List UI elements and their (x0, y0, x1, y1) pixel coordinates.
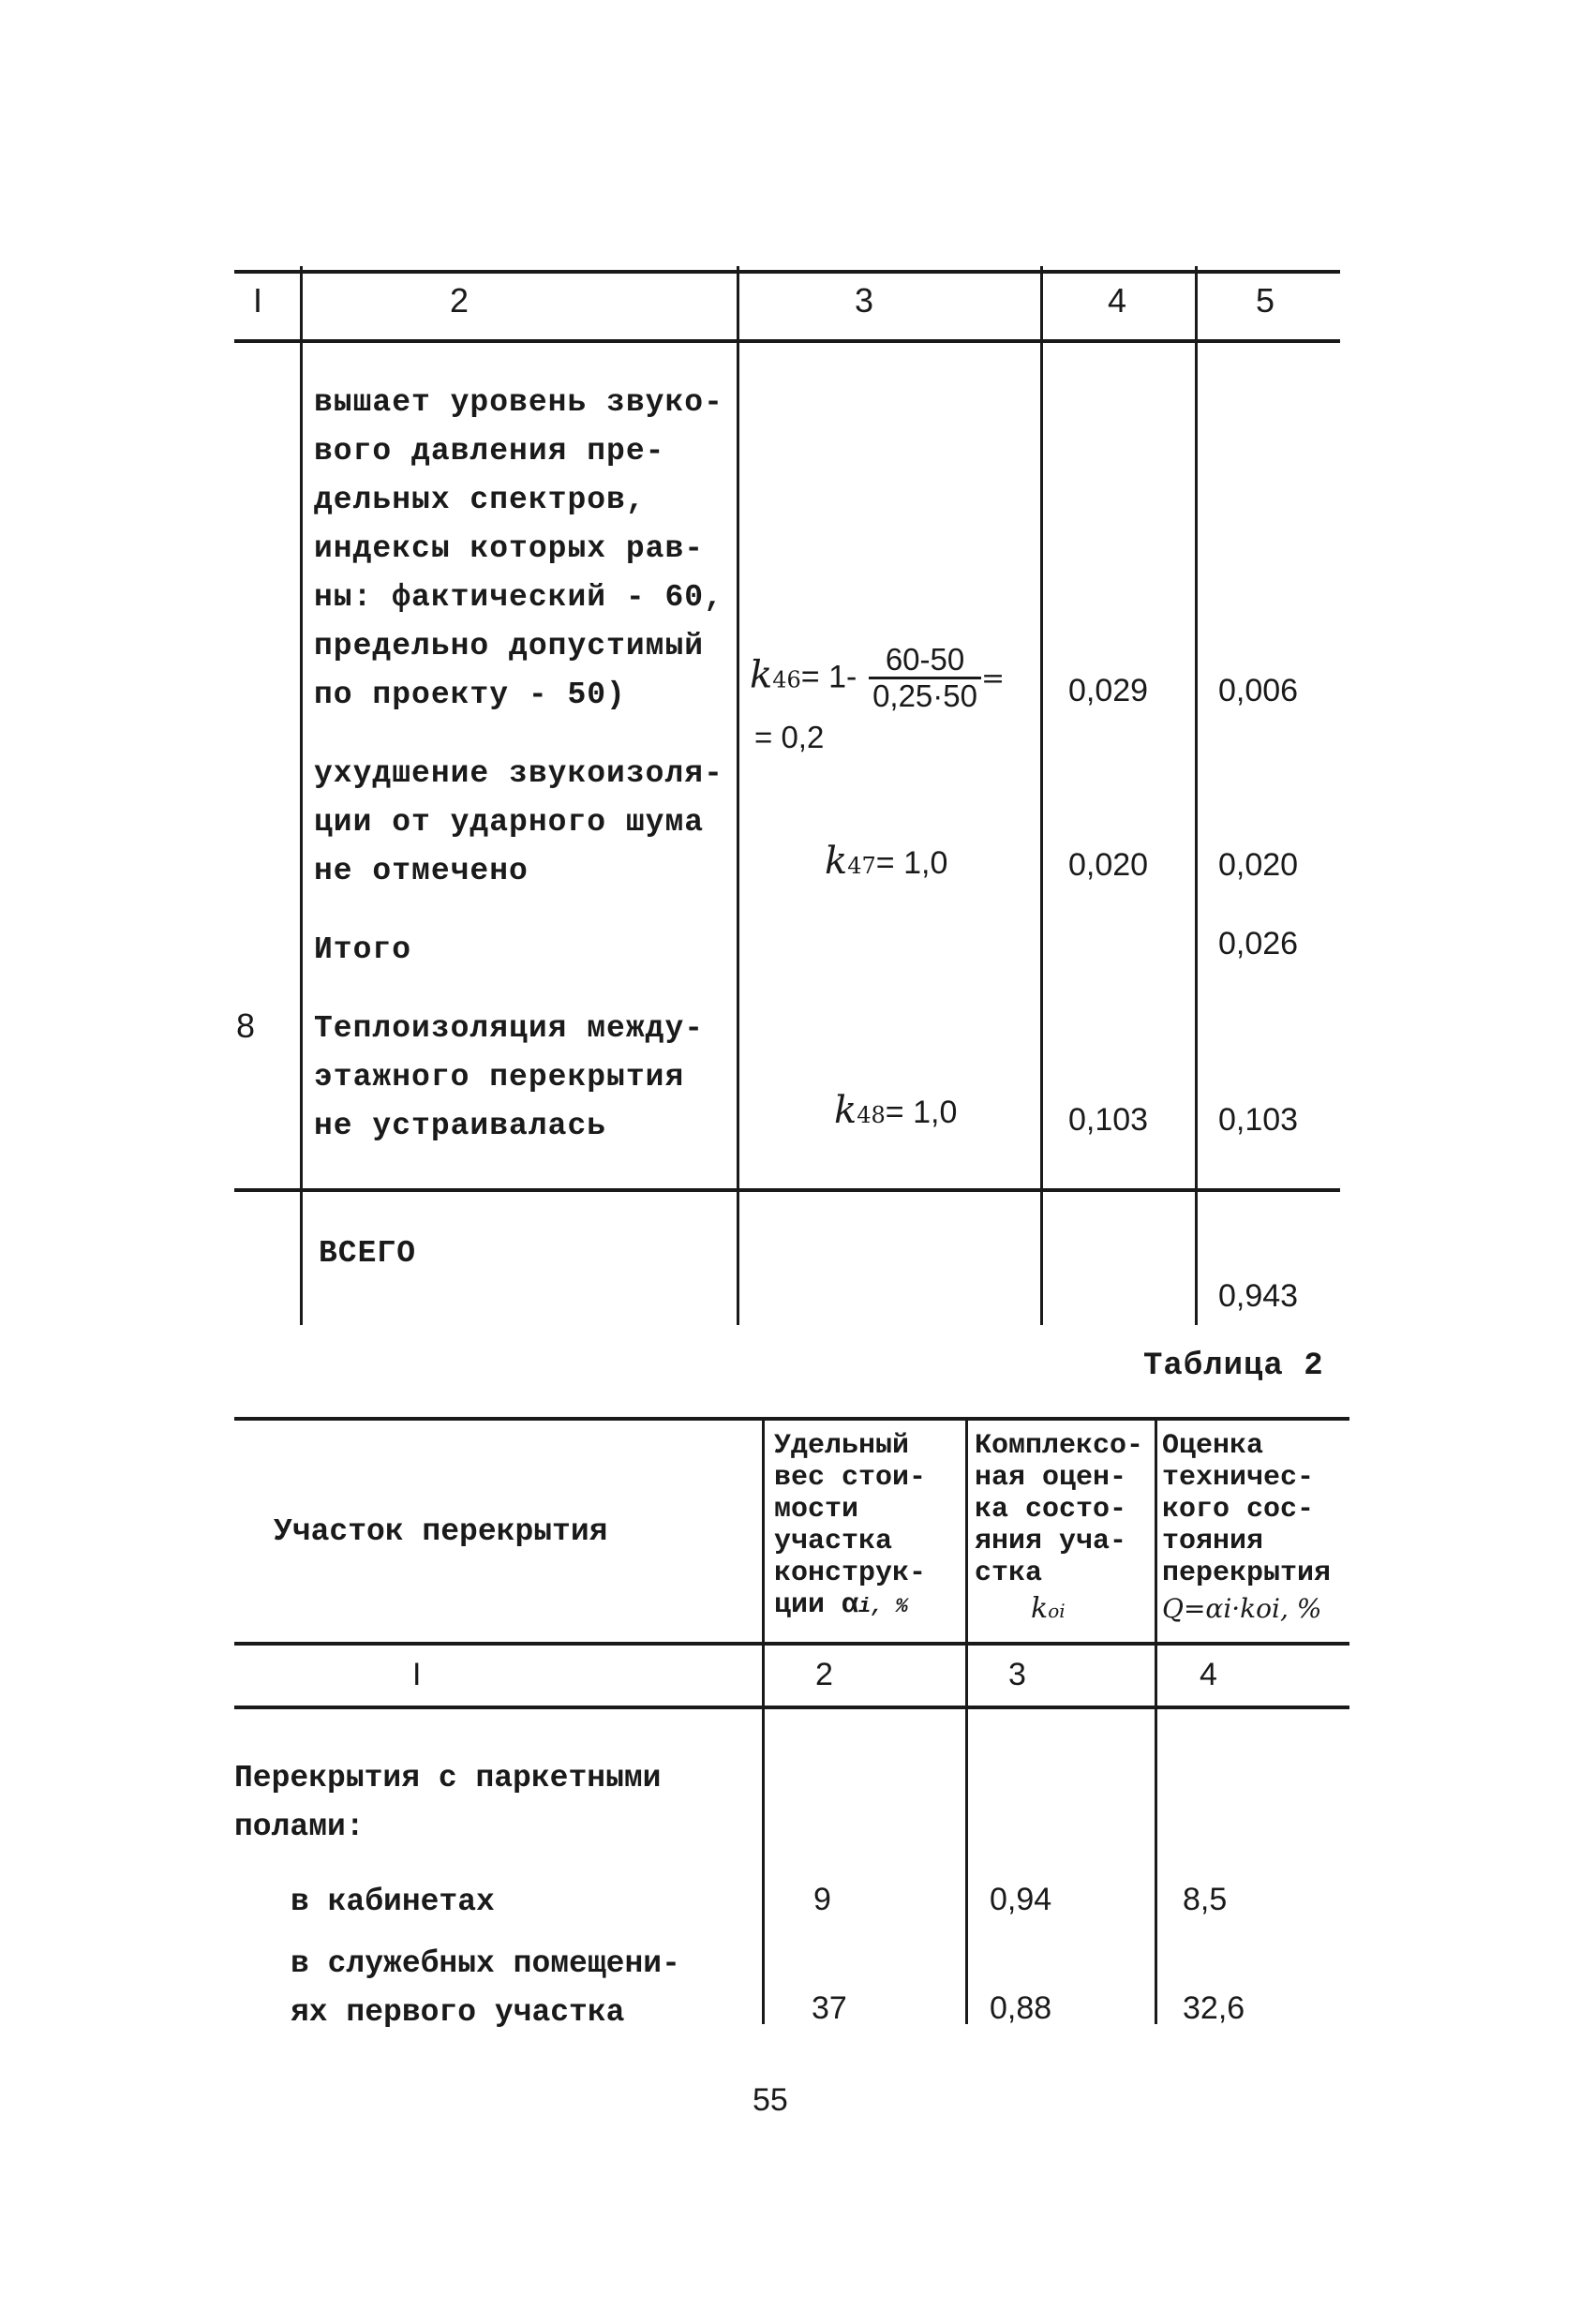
table2-number-rule (234, 1706, 1349, 1709)
row1-formula (750, 643, 1005, 713)
table2-top-rule (234, 1417, 1349, 1421)
row2-line: ции от ударного шума (314, 805, 705, 840)
table2-group-label-line: Перекрытия с паркетными (234, 1761, 662, 1795)
table2-row2-weight: 37 (812, 1990, 847, 2026)
formula-k: k (825, 840, 848, 883)
table1-total-rule (234, 1188, 1340, 1192)
table1-header-col4: 4 (1108, 281, 1127, 320)
table2-col1-header: Участок перекрытия (274, 1514, 608, 1549)
table2-row1-weight: 9 (813, 1882, 831, 1917)
table2-row2-score: 32,6 (1183, 1990, 1245, 2026)
table2-col-divider-1 (762, 1417, 765, 2024)
col3-header-sub: oi (1048, 1600, 1066, 1622)
table1-header-rule (234, 339, 1340, 343)
col2-header-line: конструк- (774, 1557, 927, 1589)
col2-header-line (774, 1589, 908, 1623)
table1-col-divider-4 (1195, 266, 1198, 1325)
formula-subscript: 46 (772, 666, 801, 693)
table1-col-divider-3 (1040, 266, 1043, 1325)
table2-row2-label-line: ях первого участка (291, 1995, 625, 2030)
table1-col-divider-2 (737, 266, 739, 1325)
fraction-numerator: 60-50 (869, 643, 981, 679)
col2-header-line: участка (774, 1526, 893, 1557)
table2-number-col3: 3 (1008, 1657, 1026, 1692)
row2-formula (825, 840, 947, 883)
table2-row1-rating: 0,94 (990, 1882, 1052, 1917)
col2-header-alpha: ции α (774, 1589, 859, 1621)
fraction-denominator: 0,25·50 (872, 678, 977, 713)
row4-number: 8 (236, 1006, 256, 1045)
row1-line: вого давления пре- (314, 434, 665, 469)
row4-weight: 0,103 (1068, 1102, 1149, 1138)
row1-weight: 0,029 (1068, 673, 1149, 708)
table1-header-col1: I (253, 281, 263, 320)
row1-line: по проекту - 50) (314, 678, 626, 712)
row4-line: не устраивалась (314, 1109, 607, 1143)
col2-header-line: вес стои- (774, 1462, 927, 1494)
row4-formula (834, 1089, 957, 1132)
col3-header-k: k (1031, 1592, 1049, 1625)
subtotal-label: Итого (314, 932, 412, 967)
formula-fraction (869, 643, 981, 713)
row1-line: вышает уровень звуко- (314, 385, 723, 420)
row4-line: этажного перекрытия (314, 1060, 685, 1095)
table2-row1-label: в кабинетах (291, 1885, 495, 1919)
row1-formula-result: = 0,2 (754, 720, 825, 754)
row2-weight: 0,020 (1068, 847, 1149, 883)
col3-header-line: ная оцен- (975, 1462, 1127, 1494)
row4-score: 0,103 (1218, 1102, 1299, 1138)
total-value: 0,943 (1218, 1278, 1299, 1314)
row1-line: ны: фактический - 60, (314, 580, 723, 615)
col4-header-line: кого сос- (1162, 1494, 1315, 1526)
col4-header-line: тояния (1162, 1526, 1264, 1557)
subtotal-score: 0,026 (1218, 926, 1299, 961)
table2-number-col1: I (412, 1657, 422, 1692)
col4-header-line: техничес- (1162, 1462, 1315, 1494)
table1-top-rule (234, 270, 1340, 274)
page-number: 55 (753, 2082, 788, 2118)
table2-group-label-line: полами: (234, 1810, 365, 1844)
col2-header-line: Удельный (774, 1430, 910, 1462)
table2-row2-rating: 0,88 (990, 1990, 1052, 2026)
row2-line: не отмечено (314, 854, 529, 888)
formula-value: = 1,0 (885, 1095, 958, 1130)
total-label: ВСЕГО (319, 1236, 417, 1271)
col3-header-line: ка состо- (975, 1494, 1127, 1526)
table2-col-divider-3 (1155, 1417, 1157, 2024)
row1-line: предельно допустимый (314, 629, 705, 663)
formula-equals: = (981, 662, 1006, 695)
row4-line: Теплоизоляция между- (314, 1011, 705, 1046)
row2-score: 0,020 (1218, 847, 1299, 883)
row1-line: индексы которых рав- (314, 531, 705, 566)
formula-value: = 1,0 (875, 845, 948, 881)
table2-header-rule (234, 1642, 1349, 1646)
formula-subscript: 47 (847, 853, 876, 879)
row2-line: ухудшение звукоизоля- (314, 756, 723, 791)
formula-subscript: 48 (857, 1102, 886, 1128)
col3-header-line: яния уча- (975, 1526, 1127, 1557)
table1-header-col2: 2 (450, 281, 470, 320)
col4-header-line: перекрытия (1162, 1557, 1332, 1589)
row1-score: 0,006 (1218, 673, 1299, 708)
table1-header-col5: 5 (1256, 281, 1275, 320)
table1-header-col3: 3 (855, 281, 874, 320)
col2-header-line: мости (774, 1494, 859, 1526)
table2-col-divider-2 (965, 1417, 968, 2024)
table2-caption: Таблица 2 (1143, 1348, 1324, 1384)
formula-k: k (750, 653, 773, 697)
col3-header-line (1031, 1593, 1066, 1627)
table2-row1-score: 8,5 (1183, 1882, 1228, 1917)
col3-header-line: стка (975, 1557, 1043, 1589)
table2-row2-label-line: в служебных помещени- (291, 1946, 680, 1981)
col3-header-line: Комплексо- (975, 1430, 1144, 1462)
table1-col-divider-1 (300, 266, 303, 1325)
table2-number-col2: 2 (815, 1657, 833, 1692)
col2-header-unit: i, % (858, 1595, 908, 1618)
table2-number-col4: 4 (1200, 1657, 1217, 1692)
col4-header-line: Оценка (1162, 1430, 1264, 1462)
formula-minus: = 1- (800, 659, 857, 695)
formula-k: k (834, 1089, 857, 1132)
row1-line: дельных спектров, (314, 483, 646, 517)
col4-header-line: Q=αi·koi, % (1162, 1593, 1322, 1624)
